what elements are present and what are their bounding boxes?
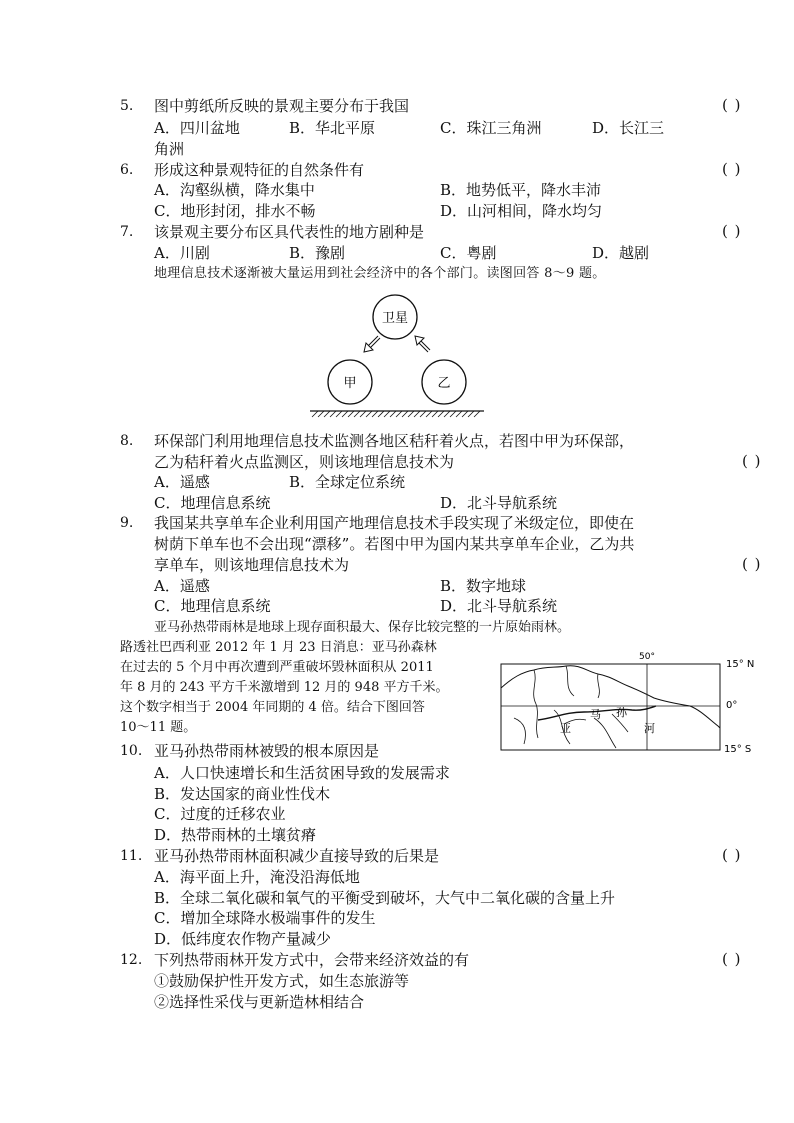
q5-number: 5. xyxy=(120,98,134,114)
river-label-2: 马 xyxy=(590,708,601,721)
q10-stem: 亚马孙热带雨林被毁的根本原因是 xyxy=(154,742,380,760)
intro-10-11-line4: 年 8 月的 243 平方千米激增到 12 月的 948 平方千米。 xyxy=(120,680,449,695)
map-frame xyxy=(501,664,720,750)
q9-option-b[interactable]: B．数字地球 xyxy=(440,577,527,595)
q9-option-c[interactable]: C．地理信息系统 xyxy=(154,597,271,615)
q9-option-d[interactable]: D．北斗导航系统 xyxy=(440,597,558,615)
q9-stem-line1: 我国某共享单车企业利用国产地理信息技术手段实现了米级定位，即使在 xyxy=(154,514,635,532)
q5-answer-bracket[interactable]: ( ) xyxy=(722,96,742,114)
q5-option-b[interactable]: B．华北平原 xyxy=(289,119,376,137)
q5-option-d-wrap: 角洲 xyxy=(154,140,185,158)
q8-option-b[interactable]: B．全球定位系统 xyxy=(289,473,406,491)
q7-stem: 该景观主要分布区具代表性的地方剧种是 xyxy=(154,223,425,241)
satellite-label: 卫星 xyxy=(381,311,409,326)
q8-stem-line2: 乙为秸秆着火点监测区，则该地理信息技术为 xyxy=(154,453,455,471)
q8-stem-line1: 环保部门利用地理信息技术监测各地区秸秆着火点，若图中甲为环保部， xyxy=(154,432,635,450)
q7-option-a[interactable]: A．川剧 xyxy=(154,244,210,262)
q9-stem-line2: 树荫下单车也不会出现“漂移”。若图中甲为国内某共享单车企业，乙为共 xyxy=(154,535,635,553)
q10-option-b[interactable]: B．发达国家的商业性伐木 xyxy=(154,785,331,803)
river-label-1: 亚 xyxy=(560,722,571,735)
intro-10-11-line2: 路透社巴西利亚 2012 年 1 月 23 日消息：亚马孙森林 xyxy=(120,640,437,655)
q9-answer-bracket[interactable]: ( ) xyxy=(742,555,762,573)
intro-10-11-line6: 10～11 题。 xyxy=(120,720,197,735)
q11-option-d[interactable]: D．低纬度农作物产量减少 xyxy=(154,930,332,948)
lat-n-label: 15° N xyxy=(726,659,755,670)
arrow-to-jia-icon xyxy=(364,336,380,352)
q8-option-c[interactable]: C．地理信息系统 xyxy=(154,494,271,512)
q9-number: 9. xyxy=(120,515,134,531)
q10-option-d[interactable]: D．热带雨林的土壤贫瘠 xyxy=(154,826,317,844)
q6-answer-bracket[interactable]: ( ) xyxy=(722,160,742,178)
intro-8-9: 地理信息技术逐渐被大量运用到社会经济中的各个部门。读图回答 8～9 题。 xyxy=(154,266,606,281)
q7-option-c[interactable]: C．粤剧 xyxy=(440,244,497,262)
q6-option-c[interactable]: C．地形封闭，排水不畅 xyxy=(154,202,316,220)
intro-10-11-line1: 亚马孙热带雨林是地球上现存面积最大、保存比较完整的一片原始雨林。 xyxy=(154,620,571,635)
q8-option-a[interactable]: A．遥感 xyxy=(154,473,210,491)
lat-0-label: 0° xyxy=(726,700,738,711)
gis-diagram xyxy=(300,290,500,422)
q7-option-d[interactable]: D．越剧 xyxy=(592,244,650,262)
q6-number: 6. xyxy=(120,162,134,178)
q5-option-d[interactable]: D．长江三 xyxy=(592,119,665,137)
river-label-3: 孙 xyxy=(616,706,627,719)
amazon-map xyxy=(494,648,770,756)
q5-stem: 图中剪纸所反映的景观主要分布于我国 xyxy=(154,97,410,115)
q11-option-b[interactable]: B．全球二氧化碳和氧气的平衡受到破坏，大气中二氧化碳的含量上升 xyxy=(154,889,616,907)
q12-item-2: ②选择性采伐与更新造林相结合 xyxy=(154,993,365,1011)
yi-label: 乙 xyxy=(437,376,451,391)
lat-s-label: 15° S xyxy=(724,744,752,755)
q10-option-a[interactable]: A．人口快速增长和生活贫困导致的发展需求 xyxy=(154,764,450,782)
q8-answer-bracket[interactable]: ( ) xyxy=(742,452,762,470)
q12-answer-bracket[interactable]: ( ) xyxy=(722,950,742,968)
q11-stem: 亚马孙热带雨林面积减少直接导致的后果是 xyxy=(154,847,440,865)
q8-option-d[interactable]: D．北斗导航系统 xyxy=(440,494,558,512)
q9-option-a[interactable]: A．遥感 xyxy=(154,577,210,595)
q6-option-b[interactable]: B．地势低平，降水丰沛 xyxy=(440,181,602,199)
q12-item-1: ①鼓励保护性开发方式，如生态旅游等 xyxy=(154,972,410,990)
q8-number: 8. xyxy=(120,433,134,449)
lon-label: 50° xyxy=(639,652,655,662)
intro-10-11-line3: 在过去的 5 个月中再次遭到严重破坏毁林面积从 2011 xyxy=(120,660,434,675)
ground-hatch xyxy=(312,411,480,417)
q11-option-c[interactable]: C．增加全球降水极端事件的发生 xyxy=(154,909,376,927)
q12-stem: 下列热带雨林开发方式中，会带来经济效益的有 xyxy=(154,951,470,969)
q11-answer-bracket[interactable]: ( ) xyxy=(722,846,742,864)
q7-number: 7. xyxy=(120,224,134,240)
q11-option-a[interactable]: A．海平面上升，淹没沿海低地 xyxy=(154,868,360,886)
q7-answer-bracket[interactable]: ( ) xyxy=(722,222,742,240)
q10-number: 10. xyxy=(120,743,143,759)
q9-stem-line3: 享单车，则该地理信息技术为 xyxy=(154,556,350,574)
q5-option-a[interactable]: A．四川盆地 xyxy=(154,119,240,137)
q12-number: 12. xyxy=(120,952,143,968)
q7-option-b[interactable]: B．豫剧 xyxy=(289,244,346,262)
q6-stem: 形成这种景观特征的自然条件有 xyxy=(154,161,365,179)
intro-10-11-line5: 这个数字相当于 2004 年同期的 4 倍。结合下图回答 xyxy=(120,700,425,715)
q5-option-c[interactable]: C．珠江三角洲 xyxy=(440,119,542,137)
q10-option-c[interactable]: C．过度的迁移农业 xyxy=(154,805,286,823)
jia-label: 甲 xyxy=(343,376,357,391)
arrow-from-yi-icon xyxy=(415,336,430,352)
q11-number: 11. xyxy=(120,848,143,864)
q6-option-d[interactable]: D．山河相间，降水均匀 xyxy=(440,202,603,220)
q6-option-a[interactable]: A．沟壑纵横，降水集中 xyxy=(154,181,315,199)
river-label-4: 河 xyxy=(644,722,655,735)
